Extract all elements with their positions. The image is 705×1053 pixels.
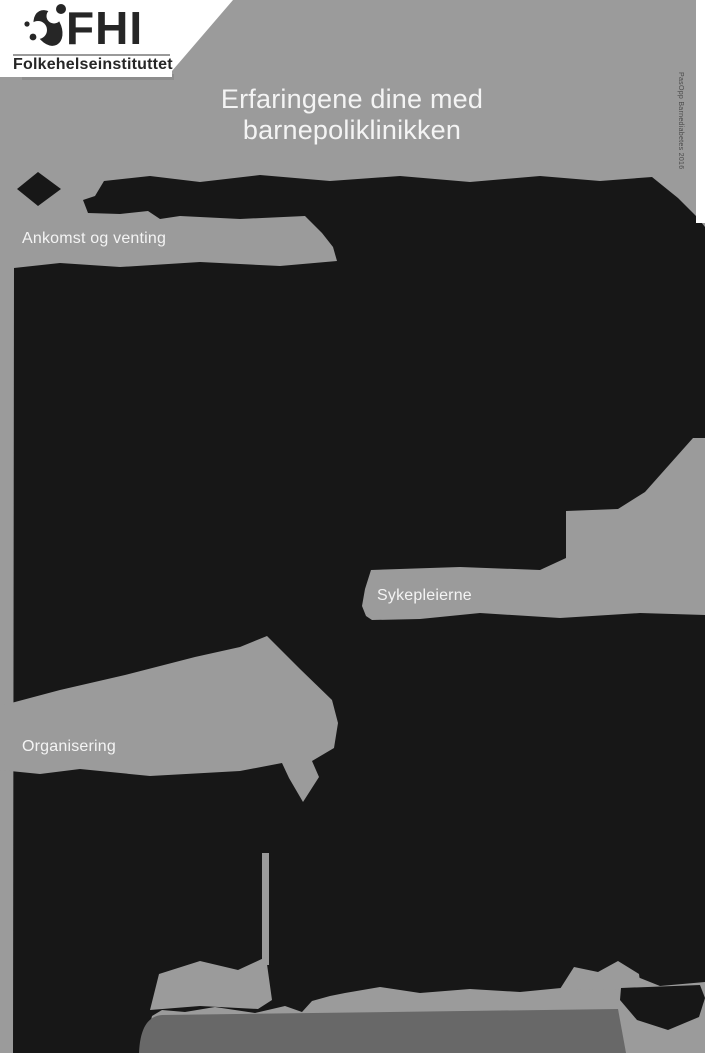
logo-name: Folkehelseinstituttet [13,56,173,73]
section-header-organisering: Organisering [22,738,117,755]
right-edge-white-strip [696,0,705,223]
fhi-logo [0,0,240,82]
fhi-person-logo-icon [10,1,70,55]
page-title-line2: barnepoliklinikken [242,115,462,145]
section-header-sykepleierne: Sykepleierne [377,587,472,604]
page-title-line1: Erfaringene dine med [220,84,484,114]
logo-acronym: FHI [66,2,144,54]
column-separator-line [262,853,269,965]
redacted-blob-bottom-right [620,985,705,1030]
side-label: PasOpp Barnediabetes 2016 [677,72,684,170]
section-header-ankomst-og-venting: Ankomst og venting [22,230,167,247]
footer-band [139,1009,626,1053]
redacted-diamond [17,172,61,206]
page-title [150,84,554,146]
